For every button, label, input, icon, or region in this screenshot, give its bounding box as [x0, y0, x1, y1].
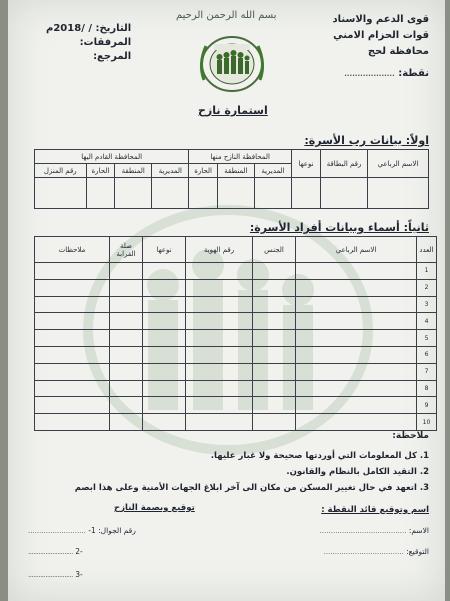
- input-cell[interactable]: [86, 178, 115, 209]
- member-input-cell[interactable]: [253, 397, 296, 414]
- member-input-cell[interactable]: [143, 296, 186, 313]
- name-label: الاسم:: [408, 526, 429, 535]
- member-input-cell[interactable]: [296, 414, 417, 431]
- row-number: 4: [417, 313, 437, 330]
- member-input-cell[interactable]: [186, 263, 253, 280]
- member-row: [35, 414, 437, 431]
- date-value: / /2018م: [46, 23, 92, 34]
- member-input-cell[interactable]: [253, 263, 296, 280]
- col-card-type: نوعها: [292, 150, 321, 178]
- member-input-cell[interactable]: [296, 363, 417, 380]
- member-input-cell[interactable]: [143, 397, 186, 414]
- member-input-cell[interactable]: [110, 279, 143, 296]
- member-input-cell[interactable]: [186, 363, 253, 380]
- input-cell[interactable]: [35, 178, 87, 209]
- col-member-name: الاسم الرباعي: [296, 237, 417, 263]
- sub-current-neighborhood: الحارة: [86, 164, 115, 178]
- point-line: [333, 66, 429, 82]
- input-cell[interactable]: [217, 178, 254, 209]
- row-number: 7: [417, 363, 437, 380]
- col-count: العدد: [417, 237, 437, 263]
- note-1: 1. كل المعلومات التي أوردتها صحيحة ولا غبار عليها.: [210, 451, 429, 461]
- member-input-cell[interactable]: [296, 263, 417, 280]
- member-input-cell[interactable]: [296, 330, 417, 347]
- org-line-3: محافظة لحج: [367, 46, 429, 57]
- phone-line-3: -3 ..........................: [28, 570, 83, 579]
- member-row: [35, 279, 437, 296]
- reference-label: المرجع:: [93, 51, 132, 62]
- member-input-cell[interactable]: [143, 414, 186, 431]
- member-input-cell[interactable]: [110, 363, 143, 380]
- member-input-cell[interactable]: [253, 279, 296, 296]
- member-row: [35, 397, 437, 414]
- input-cell[interactable]: [189, 178, 218, 209]
- notes-title: ملاحظة:: [392, 431, 429, 441]
- form-title: استمارة نازح: [198, 104, 268, 117]
- phone-label: رقم الجوال: 1-: [88, 526, 136, 535]
- member-input-cell[interactable]: [296, 380, 417, 397]
- member-input-cell[interactable]: [296, 296, 417, 313]
- member-input-cell[interactable]: [296, 279, 417, 296]
- family-members-table: [34, 236, 437, 431]
- input-cell[interactable]: [368, 178, 429, 209]
- sub-current-district: المديرية: [152, 164, 189, 178]
- row-number: 6: [417, 346, 437, 363]
- note-3: 3. اتعهد في حال تغيير المسكن من مكان الى آخر ابلاغ الجهات الأمنية وعلى هذا ابصم: [74, 483, 429, 493]
- member-input-cell[interactable]: [35, 397, 110, 414]
- col-id-type: نوعها: [143, 237, 186, 263]
- date-line: [46, 22, 131, 36]
- col-notes: ملاحظات: [35, 237, 110, 263]
- input-cell[interactable]: [115, 178, 152, 209]
- member-input-cell[interactable]: [110, 330, 143, 347]
- member-input-cell[interactable]: [186, 380, 253, 397]
- member-input-cell[interactable]: [253, 296, 296, 313]
- member-input-cell[interactable]: [35, 346, 110, 363]
- member-input-cell[interactable]: [186, 296, 253, 313]
- member-input-cell[interactable]: [35, 296, 110, 313]
- section1-title: اولاً: بيانات رب الأسرة:: [304, 134, 429, 147]
- member-input-cell[interactable]: [143, 313, 186, 330]
- col-card-number: رقم البطاقة: [321, 150, 368, 178]
- member-input-cell[interactable]: [296, 313, 417, 330]
- basmala: بسم الله الرحمن الرحيم: [176, 10, 277, 21]
- point-label: نقطة:: [398, 68, 429, 79]
- member-input-cell[interactable]: [35, 380, 110, 397]
- row-number: 3: [417, 296, 437, 313]
- point-dots: ...................: [344, 70, 395, 78]
- sub-from-neighborhood: الحارة: [189, 164, 218, 178]
- member-row: [35, 296, 437, 313]
- col-gender: الجنس: [253, 237, 296, 263]
- input-cell[interactable]: [321, 178, 368, 209]
- date-label: التاريخ:: [95, 23, 132, 34]
- member-input-cell[interactable]: [186, 330, 253, 347]
- member-row: [35, 330, 437, 347]
- sub-current-area: المنطقة: [115, 164, 152, 178]
- member-input-cell[interactable]: [296, 397, 417, 414]
- org-line-1: قوى الدعم والاسناد: [332, 14, 429, 25]
- member-input-cell[interactable]: [253, 346, 296, 363]
- row-number: 5: [417, 330, 437, 347]
- member-input-cell[interactable]: [35, 313, 110, 330]
- col-relation: صلة القرابة: [110, 237, 143, 263]
- member-input-cell[interactable]: [186, 279, 253, 296]
- member-input-cell[interactable]: [110, 397, 143, 414]
- row-number: 8: [417, 380, 437, 397]
- org-block: [333, 12, 429, 82]
- member-input-cell[interactable]: [143, 363, 186, 380]
- form-page: [8, 0, 445, 601]
- col-id-number: رقم الهوية: [186, 237, 253, 263]
- row-number: 2: [417, 279, 437, 296]
- section2-title: ثانياً: أسماء وبيانات أفراد الأسرة:: [249, 221, 429, 234]
- col-current-governorate: المحافظة القادم اليها: [35, 150, 189, 164]
- member-input-cell[interactable]: [143, 330, 186, 347]
- member-input-cell[interactable]: [143, 279, 186, 296]
- member-input-cell[interactable]: [253, 313, 296, 330]
- col-from-governorate: المحافظة النازح منها: [189, 150, 292, 164]
- member-input-cell[interactable]: [253, 380, 296, 397]
- commander-sign-line: التوقيع: ....................................: [323, 547, 429, 556]
- member-row: [35, 380, 437, 397]
- member-input-cell[interactable]: [110, 380, 143, 397]
- member-input-cell[interactable]: [253, 330, 296, 347]
- row-number: 9: [417, 397, 437, 414]
- member-input-cell[interactable]: [186, 313, 253, 330]
- phone-3-label: -3: [75, 570, 83, 579]
- member-input-cell[interactable]: [110, 346, 143, 363]
- emblem-logo: [194, 32, 270, 96]
- row-number: 1: [417, 263, 437, 280]
- member-input-cell[interactable]: [35, 363, 110, 380]
- input-cell[interactable]: [254, 178, 291, 209]
- member-input-cell[interactable]: [253, 414, 296, 431]
- org-line-2: قوات الحزام الامني: [333, 30, 429, 41]
- note-2: 2. التقيد الكامل بالنظام والقانون.: [286, 467, 429, 477]
- sub-from-district: المديرية: [254, 164, 291, 178]
- member-input-cell[interactable]: [296, 346, 417, 363]
- phone-line-2: -2 ..........................: [28, 547, 83, 556]
- member-input-cell[interactable]: [35, 263, 110, 280]
- member-row: [35, 363, 437, 380]
- date-block: [46, 22, 131, 64]
- input-cell[interactable]: [152, 178, 189, 209]
- sub-current-house-number: رقم المنزل: [35, 164, 87, 178]
- commander-name-line: الاسم: .......................................: [319, 526, 429, 535]
- member-input-cell[interactable]: [143, 380, 186, 397]
- member-input-cell[interactable]: [110, 313, 143, 330]
- member-input-cell[interactable]: [110, 263, 143, 280]
- member-input-cell[interactable]: [35, 279, 110, 296]
- phone-line-1: رقم الجوال: 1- ..........................: [28, 526, 136, 535]
- member-input-cell[interactable]: [143, 263, 186, 280]
- member-input-cell[interactable]: [186, 346, 253, 363]
- member-input-cell[interactable]: [110, 414, 143, 431]
- member-input-cell[interactable]: [186, 397, 253, 414]
- member-input-cell[interactable]: [35, 330, 110, 347]
- member-input-cell[interactable]: [35, 414, 110, 431]
- commander-signature-title: اسم وتوقيع قائد النقطة :: [321, 505, 429, 515]
- member-row: [35, 313, 437, 330]
- sign-label: التوقيع:: [406, 547, 429, 556]
- member-input-cell[interactable]: [186, 414, 253, 431]
- head-of-family-table: [34, 149, 429, 209]
- member-input-cell[interactable]: [110, 296, 143, 313]
- member-input-cell[interactable]: [253, 363, 296, 380]
- input-cell[interactable]: [292, 178, 321, 209]
- row-number: 10: [417, 414, 437, 431]
- member-row: [35, 346, 437, 363]
- member-input-cell[interactable]: [143, 346, 186, 363]
- displaced-signature-title: توقيع وبصمة النازح: [114, 503, 195, 513]
- sub-from-area: المنطقة: [217, 164, 254, 178]
- col-full-name: الاسم الرباعي: [368, 150, 429, 178]
- phone-2-label: -2: [75, 547, 83, 556]
- attachments-label: المرفقات:: [79, 37, 132, 48]
- member-row: [35, 263, 437, 280]
